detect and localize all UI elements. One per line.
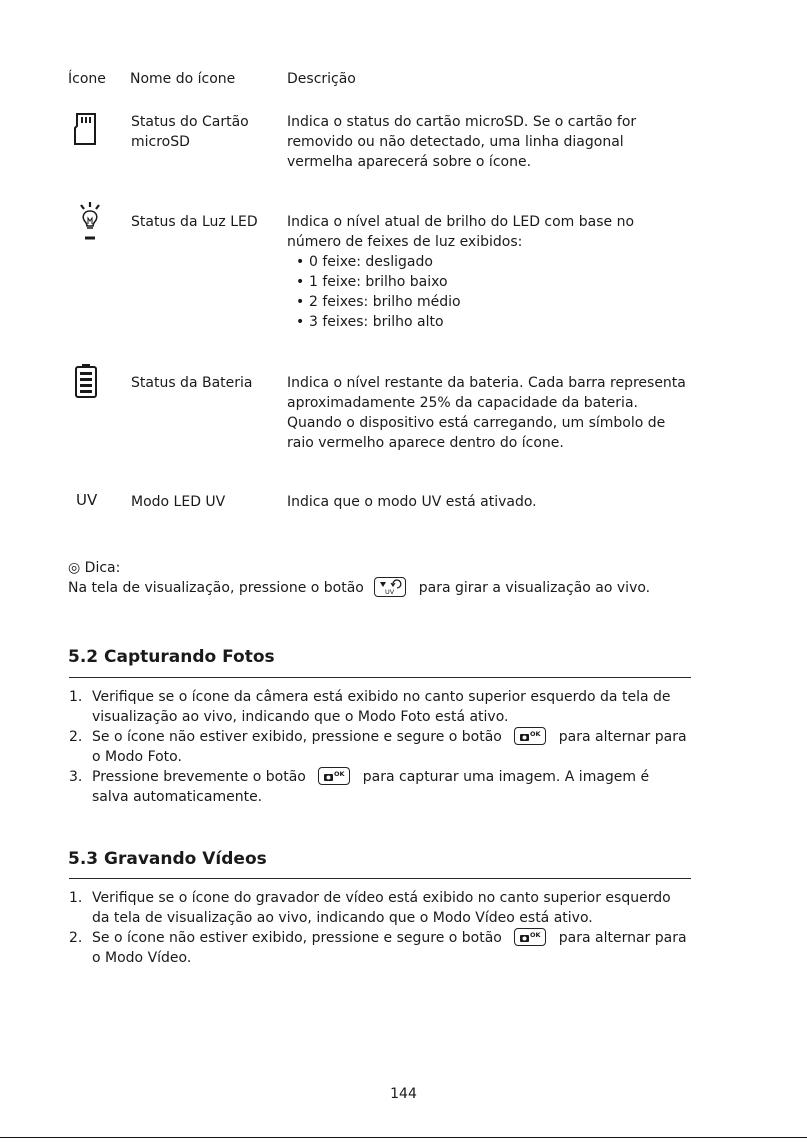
photo-steps-list xyxy=(69,687,709,807)
list-item: • 2 feixes: brilho médio xyxy=(309,292,707,312)
led-brightness-list xyxy=(287,252,707,332)
page-number: 144 xyxy=(390,1086,417,1102)
section-title-5-3: 5.3 Gravando Vídeos xyxy=(68,849,267,869)
svg-text:UV: UV xyxy=(385,588,395,596)
page-bottom-divider xyxy=(0,1137,807,1138)
led-bulb-icon xyxy=(78,200,102,248)
header-name-column: Nome do ícone xyxy=(130,71,236,87)
tip-title: ◎ Dica: xyxy=(68,560,121,576)
section-divider xyxy=(69,677,691,678)
list-item: • 0 feixe: desligado xyxy=(309,252,707,272)
header-icon-column: Ícone xyxy=(68,71,106,87)
uv-mode-icon: UV xyxy=(76,491,98,509)
list-item: • 1 feixe: brilho baixo xyxy=(309,272,707,292)
row-description-led: Indica o nível atual de brilho do LED com base no número de feixes de luz exibidos: • 0 feixe: desligado • 1 feixe: brilho baixo • 2 feixes: brilho médio • 3 feixes: brilho alto xyxy=(287,212,707,332)
row-name-battery: Status da Bateria xyxy=(131,375,253,391)
list-item: 2. Se o ícone não estiver exibido, pressione e segure o botão OK para alternar para o Modo Vídeo. xyxy=(69,930,687,966)
svg-text:OK: OK xyxy=(530,730,541,738)
rotate-uv-button-icon xyxy=(374,577,406,597)
svg-text:OK: OK xyxy=(530,931,541,939)
video-steps-list xyxy=(69,888,709,968)
section-divider xyxy=(69,878,691,879)
list-item: 1. Verifique se o ícone do gravador de vídeo está exibido no canto superior esquerdo da tela de visualização ao vivo, indicando que o Modo Vídeo está ativo. xyxy=(69,890,671,926)
row-name-microsd: Status do Cartão microSD xyxy=(131,114,249,150)
list-item: • 3 feixes: brilho alto xyxy=(309,312,707,332)
battery-icon xyxy=(74,363,98,405)
camera-ok-button-icon xyxy=(318,767,350,785)
tip-text: Na tela de visualização, pressione o botão UV para girar a visualização ao vivo. xyxy=(68,577,650,599)
row-name-led: Status da Luz LED xyxy=(131,214,258,230)
section-title-5-2: 5.2 Capturando Fotos xyxy=(68,647,275,667)
row-description-battery: Indica o nível restante da bateria. Cada barra representa aproximadamente 25% da capacidade da bateria. Quando o dispositivo está carregando, um símbolo de raio vermelho aparece dentro do ícone. xyxy=(287,375,686,451)
camera-ok-button-icon xyxy=(514,928,546,946)
list-item: 1. Verifique se o ícone da câmera está exibido no canto superior esquerdo da tela de visualização ao vivo, indicando que o Modo Foto está ativo. xyxy=(69,689,671,725)
row-description-uv: Indica que o modo UV está ativado. xyxy=(287,494,537,510)
row-description-microsd: Indica o status do cartão microSD. Se o cartão for removido ou não detectado, uma linha diagonal vermelha aparecerá sobre o ícone. xyxy=(287,114,637,170)
svg-text:OK: OK xyxy=(334,770,345,778)
list-item: 3. Pressione brevemente o botão OK para capturar uma imagem. A imagem é salva automaticamente. xyxy=(69,769,650,805)
camera-ok-button-icon xyxy=(514,727,546,745)
microsd-card-icon xyxy=(72,112,98,152)
row-name-uv: Modo LED UV xyxy=(131,494,226,510)
header-description-column: Descrição xyxy=(287,71,356,87)
list-item: 2. Se o ícone não estiver exibido, pressione e segure o botão OK para alternar para o Modo Foto. xyxy=(69,729,687,765)
